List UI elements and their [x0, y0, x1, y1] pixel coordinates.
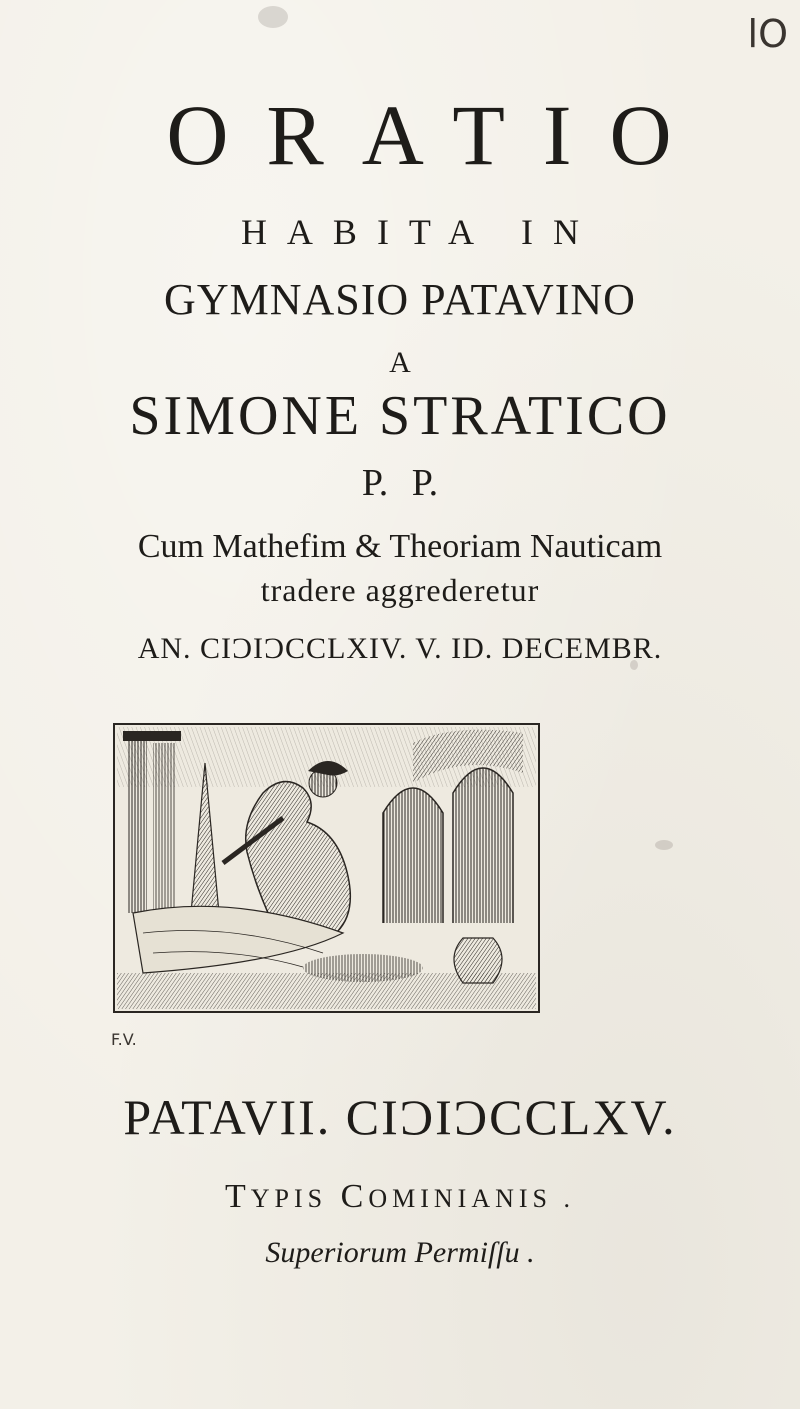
main-title: ORATIO [166, 87, 710, 183]
imprint-city-year: PATAVII. CIƆIƆCCLXV. [123, 1089, 677, 1145]
author-title-pp: P. P. [361, 462, 439, 504]
printer-initial-t: T [225, 1178, 251, 1215]
printer-line [0, 1180, 800, 1214]
occasion-line-2: tradere aggrederetur [260, 572, 540, 608]
author-name: SIMONE STRATICO [129, 385, 671, 447]
ink-smudge [630, 660, 638, 670]
printer-initial-c: C [340, 1178, 369, 1215]
permission-line: Superiorum Permiſſu . [265, 1236, 535, 1269]
occasion-line-1: Cum Mathefim & Theoriam Nauticam [137, 528, 663, 565]
ship-building-engraving-icon [113, 723, 540, 1013]
printer-word-typis: YPIS [250, 1184, 328, 1213]
ink-smudge [258, 6, 288, 28]
ink-smudge [655, 840, 673, 850]
printer-word-cominianis: OMINIANIS . [368, 1184, 575, 1213]
engraver-signature: F.V. [111, 1030, 137, 1049]
folio-number: lO [747, 12, 788, 56]
date-line: AN. CIƆIƆCCLXIV. V. ID. DECEMBR. [137, 632, 663, 665]
preposition-a: A [389, 346, 411, 379]
subtitle-gymnasio: GYMNASIO PATAVINO [164, 275, 636, 324]
subtitle-habita-in: HABITA IN [240, 212, 600, 252]
